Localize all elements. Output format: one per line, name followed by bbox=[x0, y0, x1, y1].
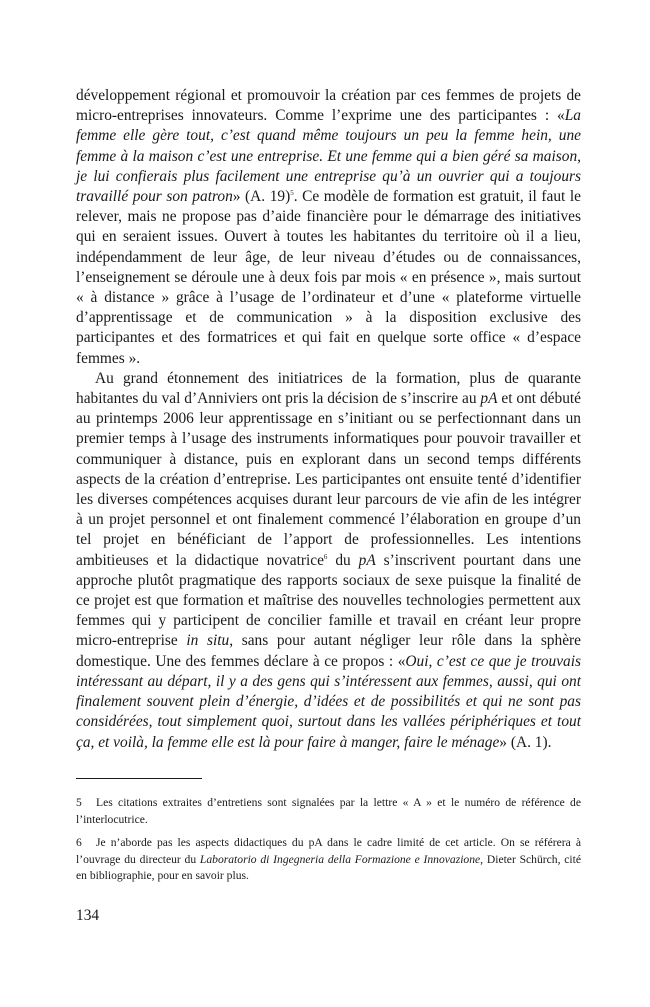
footnote-text: Je n’aborde pas les aspects didactiques du pA dans le cadre limité de cet article. On se référera à l’ouvrage du directeur du bbox=[76, 836, 581, 866]
quote-participant-19: La femme elle gère tout, c’est quand même toujours un peu la femme hein, une femme à la maison c’est une entreprise. Et une femme qui a bien géré sa maison, je lui confierais plus facilement une entreprise qu’à un ouvrier qui a toujours travaillé pour son patron bbox=[76, 107, 581, 206]
text-run: s’inscrivent pourtant dans une approche plutôt pragmatique des rapports sociaux de sexe puisque la finalité de ce projet est que formation et maîtrise des nouvelles technologies permettent aux femmes qui y participent de concilier famille et travail en créant leur propre micro-entreprise bbox=[76, 551, 581, 650]
footnote-separator bbox=[76, 778, 202, 779]
footnotes bbox=[76, 795, 581, 892]
citation-reference: » (A. 1). bbox=[499, 733, 552, 751]
text-run: , sans pour autant négliger leur rôle dans la sphère domestique. Une des femmes déclare à ce propos : « bbox=[76, 632, 581, 670]
pa-abbrev: pA bbox=[358, 551, 376, 569]
footnote-number: 5 bbox=[76, 796, 82, 809]
institution-name: Laboratorio di Ingegneria della Formazione e Innovazione bbox=[199, 852, 481, 866]
citation-reference: » (A. 19) bbox=[232, 188, 291, 206]
body-text bbox=[76, 86, 581, 753]
paragraph-1 bbox=[76, 86, 581, 369]
footnote-5 bbox=[76, 795, 581, 828]
paragraph-2 bbox=[76, 369, 581, 753]
footnote-6 bbox=[76, 835, 581, 885]
footnote-ref-5[interactable]: 5 bbox=[290, 188, 294, 197]
text-run: et ont débuté au printemps 2006 leur apprentissage en s’initiant ou se perfectionnant dans un premier temps à l’usage des instruments informatiques pour pouvoir travailler et communiquer à distance, puis en explorant dans un second temps différents aspects de la création d’entreprise. Les participantes ont ensuite tenté d’identifier les diverses compétences acquises durant leur parcours de vie afin de les intégrer à un projet personnel et ont finalement commencé l’élaboration en groupe d’un tel projet en bénéficiant de l’apport de professionnelles. Les intentions ambitieuses et la didactique novatrice bbox=[76, 390, 581, 569]
footnote-number: 6 bbox=[76, 836, 82, 850]
text-run: développement régional et promouvoir la création par ces femmes de projets de micro-entreprises innovateurs. Comme l’exprime une des participantes : « bbox=[76, 87, 581, 125]
page-number: 134 bbox=[76, 907, 100, 924]
pa-abbrev: pA bbox=[480, 390, 498, 408]
text-run: du bbox=[327, 551, 359, 569]
text-run: Au grand étonnement des initiatrices de la formation, plus de quarante habitantes du val d’Anniviers ont pris la décision de s’inscrire au bbox=[76, 369, 581, 408]
footnote-text: Les citations extraites d’entretiens sont signalées par la lettre « A » et le numéro de référence de l’interlocutrice. bbox=[76, 796, 581, 826]
quote-participant-1: Oui, c’est ce que je trouvais intéressant au départ, il y a des gens qui s’intéressent aux femmes, aussi, qui ont finalement souvent plein d’énergie, d’idées et de possibilités et qui ne sont pas considérées, tout simplement quoi, surtout dans les vallées périphériques et tout ça, et voilà, la femme elle est là pour faire à manger, faire le ménage bbox=[76, 652, 582, 751]
footnote-text: , Dieter Schürch, cité en bibliographie, pour en savoir plus. bbox=[76, 852, 581, 883]
latin-term: in situ bbox=[186, 632, 230, 650]
text-run: . Ce modèle de formation est gratuit, il faut le relever, mais ne propose pas d’aide financière pour le démarrage des initiatives qui en seraient issues. Ouvert à toutes les habitantes du territoire où il a lieu, indépendamment de leur âge, de leur niveau d’études ou de connaissances, l’enseignement se déroule une à deux fois par mois « en présence », mais surtout « à distance » grâce à l’usage de l’ordinateur et d’une « plateforme virtuelle d’apprentissage et de communication » à la disposition exclusive des participantes et des formatrices et qui fait en quelque sorte office « d’espace femmes ». bbox=[76, 188, 581, 367]
footnote-ref-6[interactable]: 6 bbox=[323, 552, 328, 561]
